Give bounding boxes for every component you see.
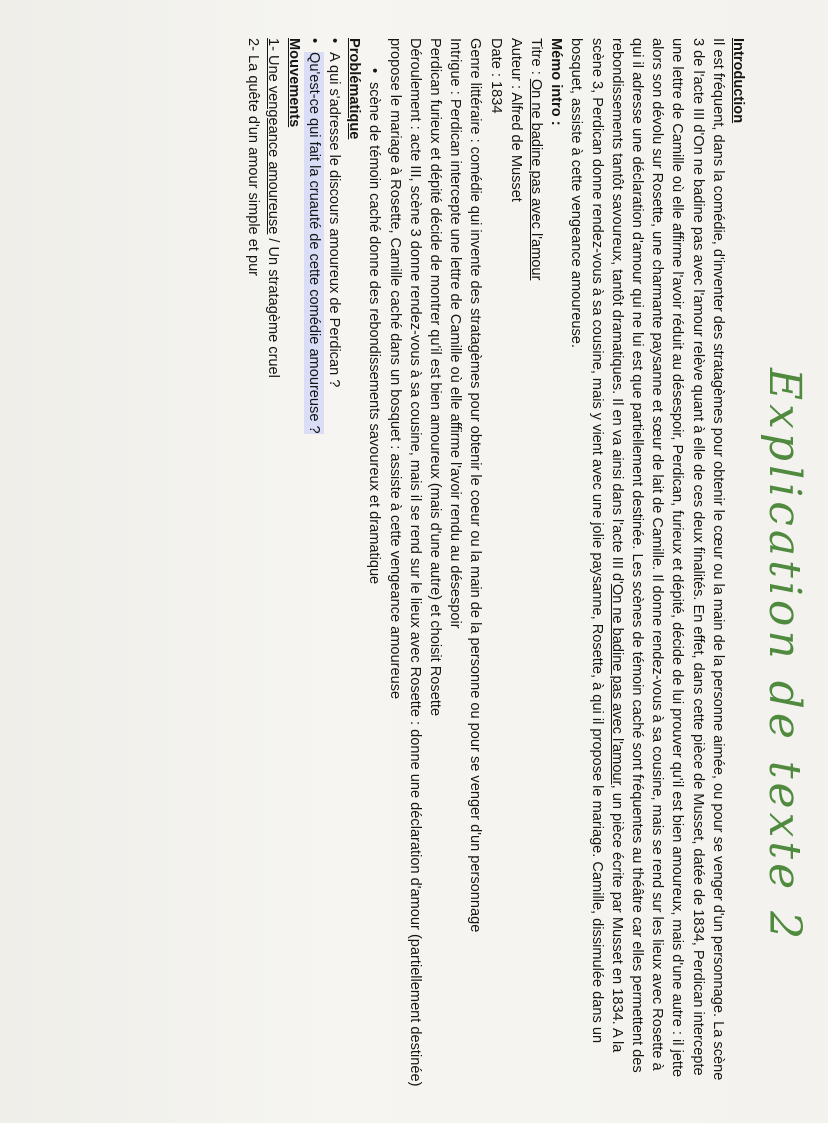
play-title-underlined: On ne badine pas avec l'amour xyxy=(608,583,625,785)
mouvement-1-rest: / Un stratagème cruel xyxy=(265,234,282,378)
introduction-text-part1: Il est fréquent, dans la comédie, d'inventer des stratagèmes pour obtenir le cœur ou la main de la personne aimée, ou pour se venger d'un personnage. La scène 3 de l'acte III d'On ne badine pas avec l'amour relève quant à elle de ces deux finalités. En effet, dans cette pièce de Musset, datée de 1834, Perdican intercepte une lettre de Camille où elle affirme l'avoir réduit au désespoir, Perdican, furieux et dépité, décide de lui prouver qu'il est bien amoureux, mais d'une autre : il jette alors son dévolu sur Rosette, une charmante paysanne et sœur de lait de Camille. Il donne rendez-vous à sa cousine, mais se rend sur les lieux avec Rosette à qui il adresse une déclaration d'amour qui ne lui est que partiellement destinée. Les scènes de témoin caché sont fréquentes au théâtre car elles permettent des rebondissements tantôt savoureux, tantôt dramatiques. Il en va ainsi dans l'acte III d' xyxy=(608,38,726,1081)
introduction-text-part2: , un pièce écrite par Musset en 1834. A la scène 3, Perdican donne rendez-vous à sa cousine, mais y vient avec une jolie paysanne, Rosette, à qui il propose le mariage. Camille, dissimulée dans un bosquet, assiste à cette vengeance amoureuse. xyxy=(568,38,625,1053)
mouvement-2: 2- La quête d'un amour simple et pur xyxy=(245,38,262,277)
bullet-icon: • xyxy=(325,38,342,44)
problematique-text-2-highlighted: Qu'est-ce qui fait la cruauté de cette comédie amoureuse ? xyxy=(304,52,324,434)
problematique-item-2 xyxy=(304,38,324,1087)
memo-auteur: Auteur : Alfred de Musset xyxy=(507,38,524,202)
memo-titre xyxy=(526,38,546,1087)
memo-intrigue-2: Perdican furieux et dépité décide de montrer qu'il est bien amoureux (mais d'une autre) et choisit Rosette xyxy=(426,38,443,717)
introduction-heading: Introduction xyxy=(730,38,746,124)
memo-intrigue: Intrigue : Perdican intercepte une lettre de Camille où elle affirme l'avoir rendu au désespoir xyxy=(447,38,464,629)
problematique-heading: Problématique xyxy=(346,38,363,140)
bullet-icon: • xyxy=(366,68,383,74)
handwritten-title: Explication de texte 2 xyxy=(759,368,810,944)
memo-titre-label: Titre : xyxy=(527,38,544,79)
memo-titre-value: On ne badine pas avec l'amour xyxy=(527,78,544,281)
mouvement-1 xyxy=(263,38,283,1087)
problematique-text-1: A qui s'adresse le discours amoureux de Perdican ? xyxy=(325,52,342,388)
introduction-paragraph xyxy=(566,38,728,1087)
memo-heading: Mémo intro : xyxy=(548,38,565,126)
bullet-icon: • xyxy=(305,38,322,44)
memo-date: Date : 1834 xyxy=(487,38,504,114)
memo-scene-temoin: scène de témoin caché donne des rebondissements savoureux et dramatique xyxy=(366,82,383,585)
memo-deroulement: Déroulement : acte III, scène 3 donne rendez-vous à sa cousine, mais il se rend sur le lieux avec Rosette : donne une déclaration d'amour (partiellement destinée) xyxy=(406,38,423,1087)
memo-genre: Genre littéraire : comédie qui invente des stratagèmes pour obtenir le coeur ou la main de la personne ou pour se venger d'un personnage xyxy=(467,38,484,933)
problematique-item-1 xyxy=(324,38,344,1087)
memo-propose: propose le mariage à Rosette, Camille caché dans un bosquet : assiste à cette vengeance amoureuse xyxy=(386,38,403,700)
mouvements-heading: Mouvements xyxy=(285,38,302,128)
mouvement-1-underlined: 1- Une vengeance amoureuse xyxy=(265,38,282,235)
memo-scene-temoin-item xyxy=(364,38,384,1087)
